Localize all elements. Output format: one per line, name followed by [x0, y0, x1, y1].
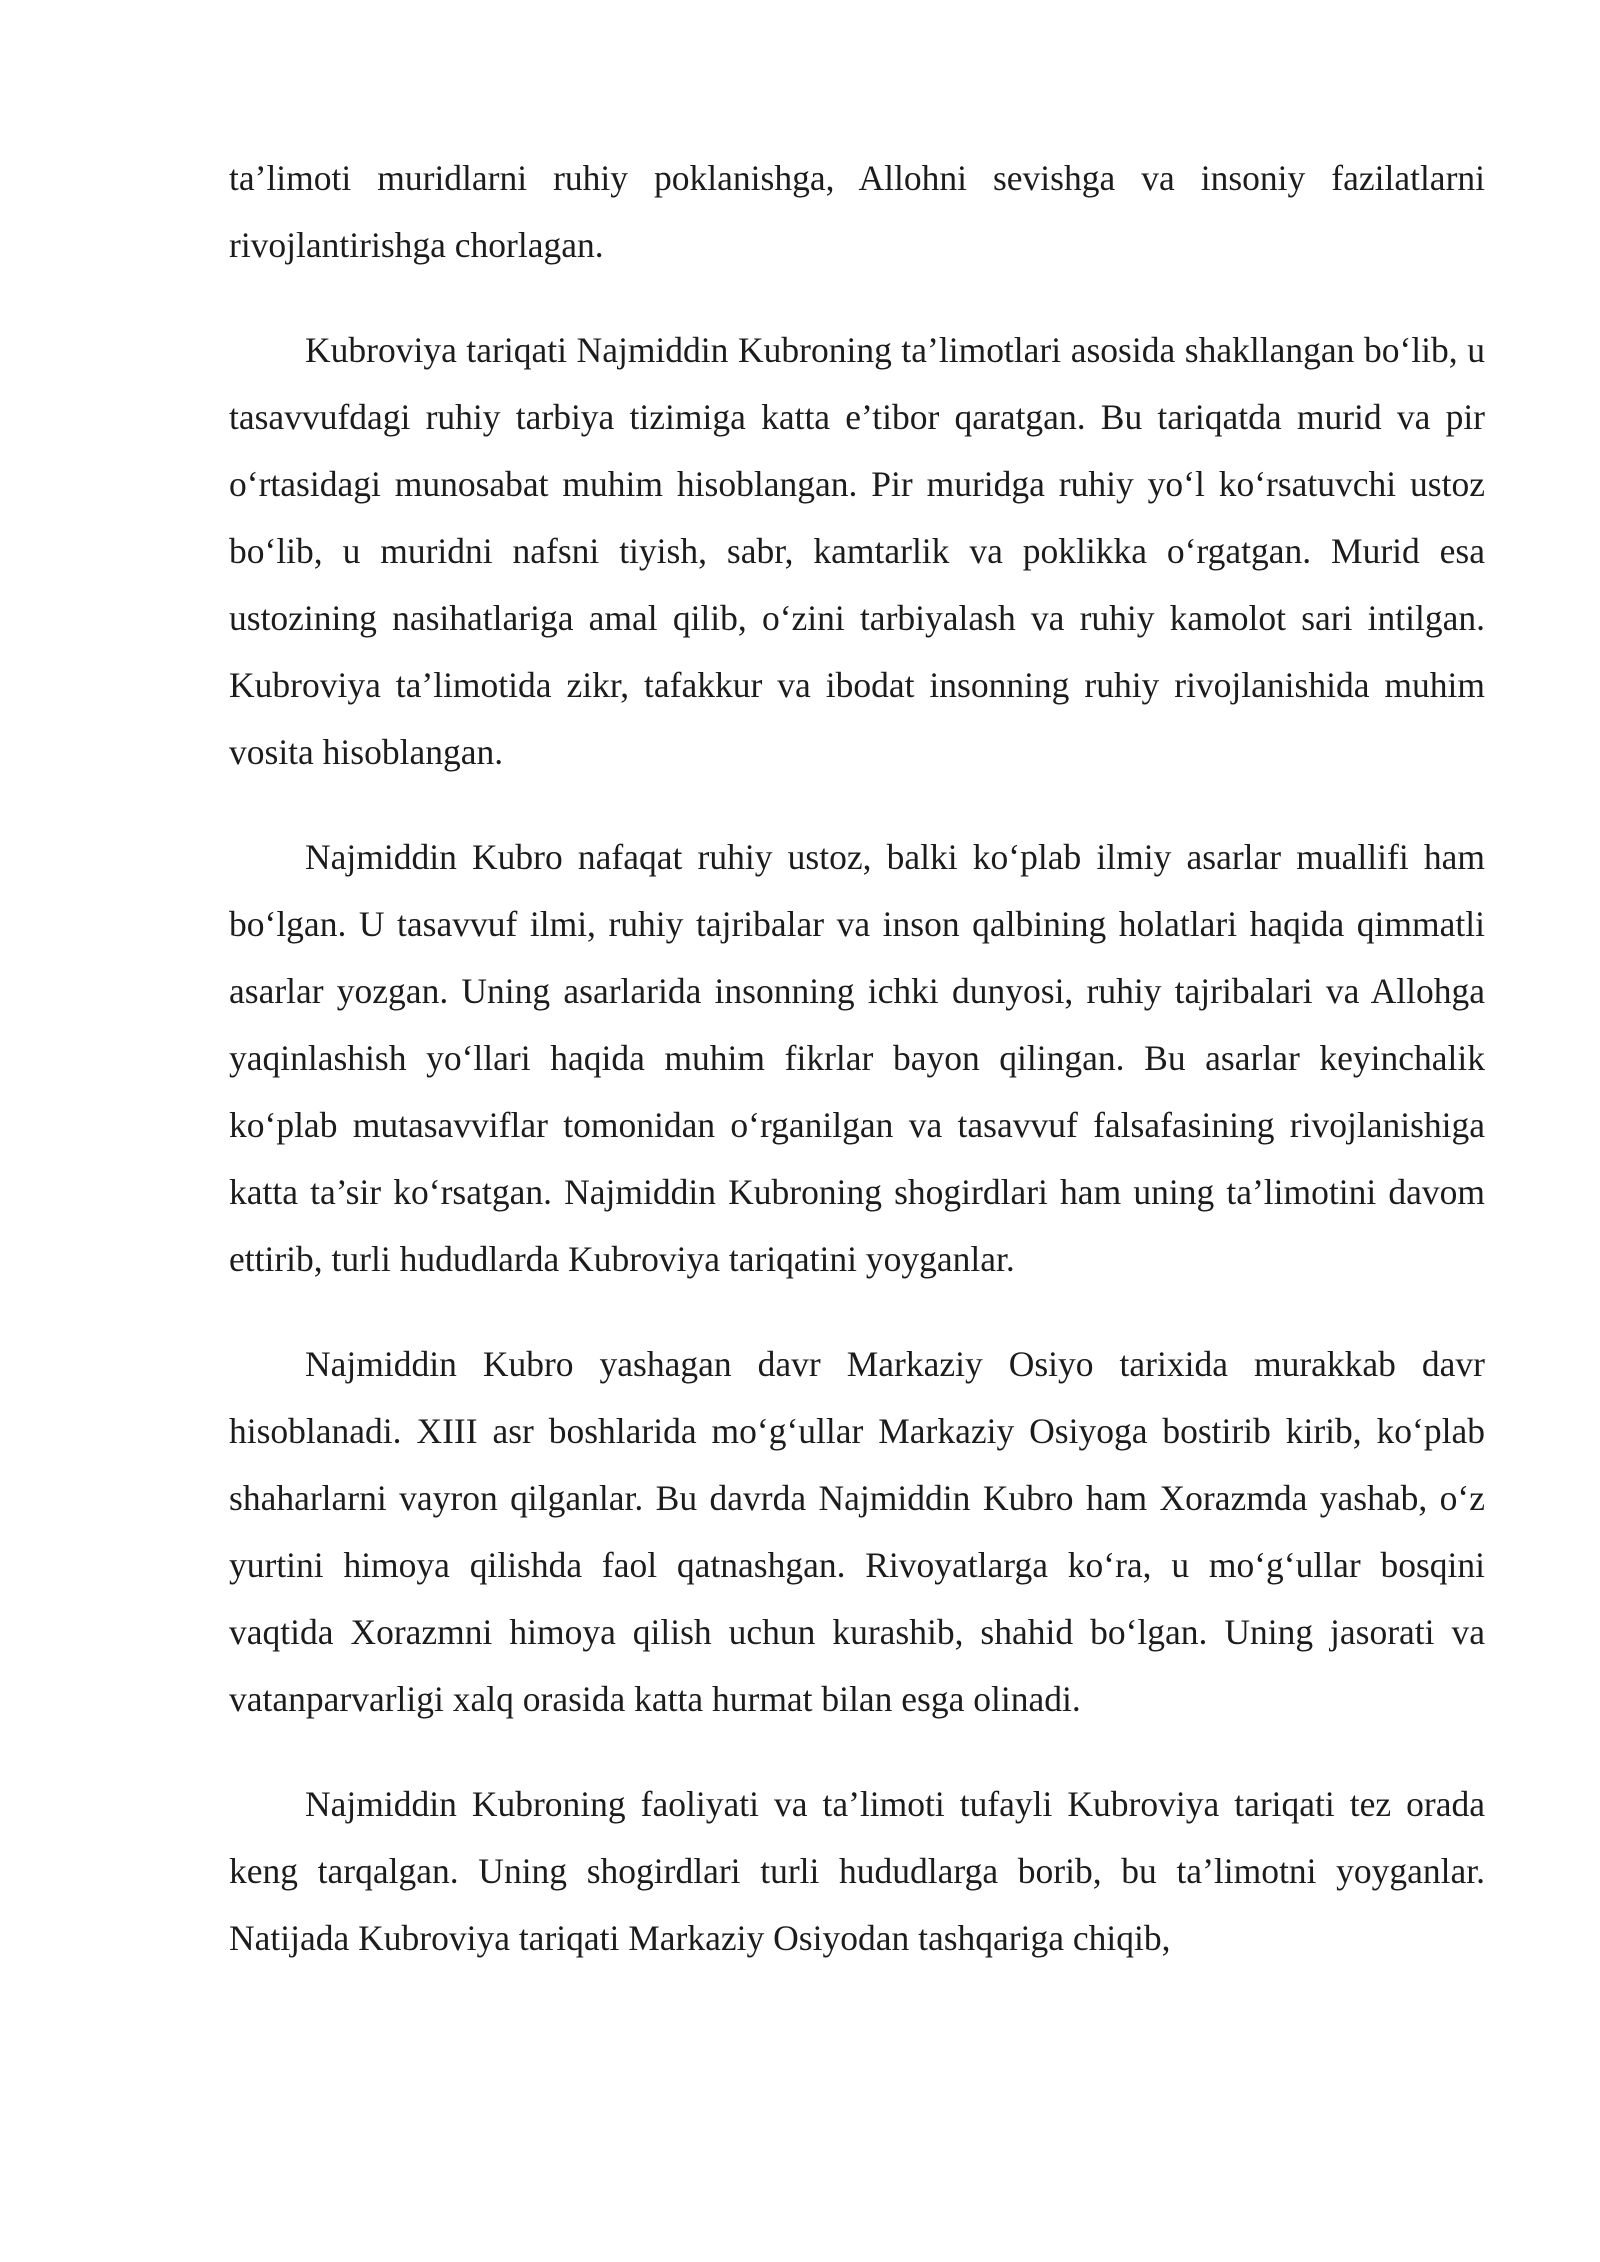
paragraph-continuation: ta’limoti muridlarni ruhiy poklanishga, Allohni sevishga va insoniy fazilatlarni rivojlantirishga chorlagan.: [229, 158, 1485, 265]
paragraph-kubroviya-tariqati: Kubroviya tariqati Najmiddin Kubroning ta’limotlari asosida shakllangan bo‘lib, u tasavvufdagi ruhiy tarbiya tizimiga katta e’tibor qaratgan. Bu tariqatda murid va pir o‘rtasidagi munosabat muhim hisoblangan. Pir muridga ruhiy yo‘l ko‘rsatuvchi ustoz bo‘lib, u muridni nafsni tiyish, sabr, kamtarlik va poklikka o‘rgatgan. Murid esa ustozining nasihatlariga amal qilib, o‘zini tarbiyalash va ruhiy kamolot sari intilgan. Kubroviya ta’limotida zikr, tafakkur va ibodat insonning ruhiy rivojlanishida muhim vosita hisoblangan.: [229, 330, 1485, 772]
document-body: [229, 145, 1485, 1972]
paragraph-yashagan-davr: Najmiddin Kubro yashagan davr Markaziy Osiyo tarixida murakkab davr hisoblanadi. XIII asr boshlarida mo‘g‘ullar Markaziy Osiyoga bostirib kirib, ko‘plab shaharlarni vayron qilganlar. Bu davrda Najmiddin Kubro ham Xorazmda yashab, o‘z yurtini himoya qilishda faol qatnashgan. Rivoyatlarga ko‘ra, u mo‘g‘ullar bosqini vaqtida Xorazmni himoya qilish uchun kurashib, shahid bo‘lgan. Uning jasorati va vatanparvarligi xalq orasida katta hurmat bilan esga olinadi.: [229, 1344, 1485, 1719]
paragraph-ilmiy-asarlar: Najmiddin Kubro nafaqat ruhiy ustoz, balki ko‘plab ilmiy asarlar muallifi ham bo‘lgan. U tasavvuf ilmi, ruhiy tajribalar va inson qalbining holatlari haqida qimmatli asarlar yozgan. Uning asarlarida insonning ichki dunyosi, ruhiy tajribalari va Allohga yaqinlashish yo‘llari haqida muhim fikrlar bayon qilingan. Bu asarlar keyinchalik ko‘plab mutasavviflar tomonidan o‘rganilgan va tasavvuf falsafasining rivojlanishiga katta ta’sir ko‘rsatgan. Najmiddin Kubroning shogirdlari ham uning ta’limotini davom ettirib, turli hududlarda Kubroviya tariqatini yoyganlar.: [229, 837, 1485, 1279]
paragraph-faoliyati: Najmiddin Kubroning faoliyati va ta’limoti tufayli Kubroviya tariqati tez orada keng tarqalgan. Uning shogirdlari turli hududlarga borib, bu ta’limotni yoyganlar. Natijada Kubroviya tariqati Markaziy Osiyodan tashqariga chiqib,: [229, 1784, 1485, 1958]
